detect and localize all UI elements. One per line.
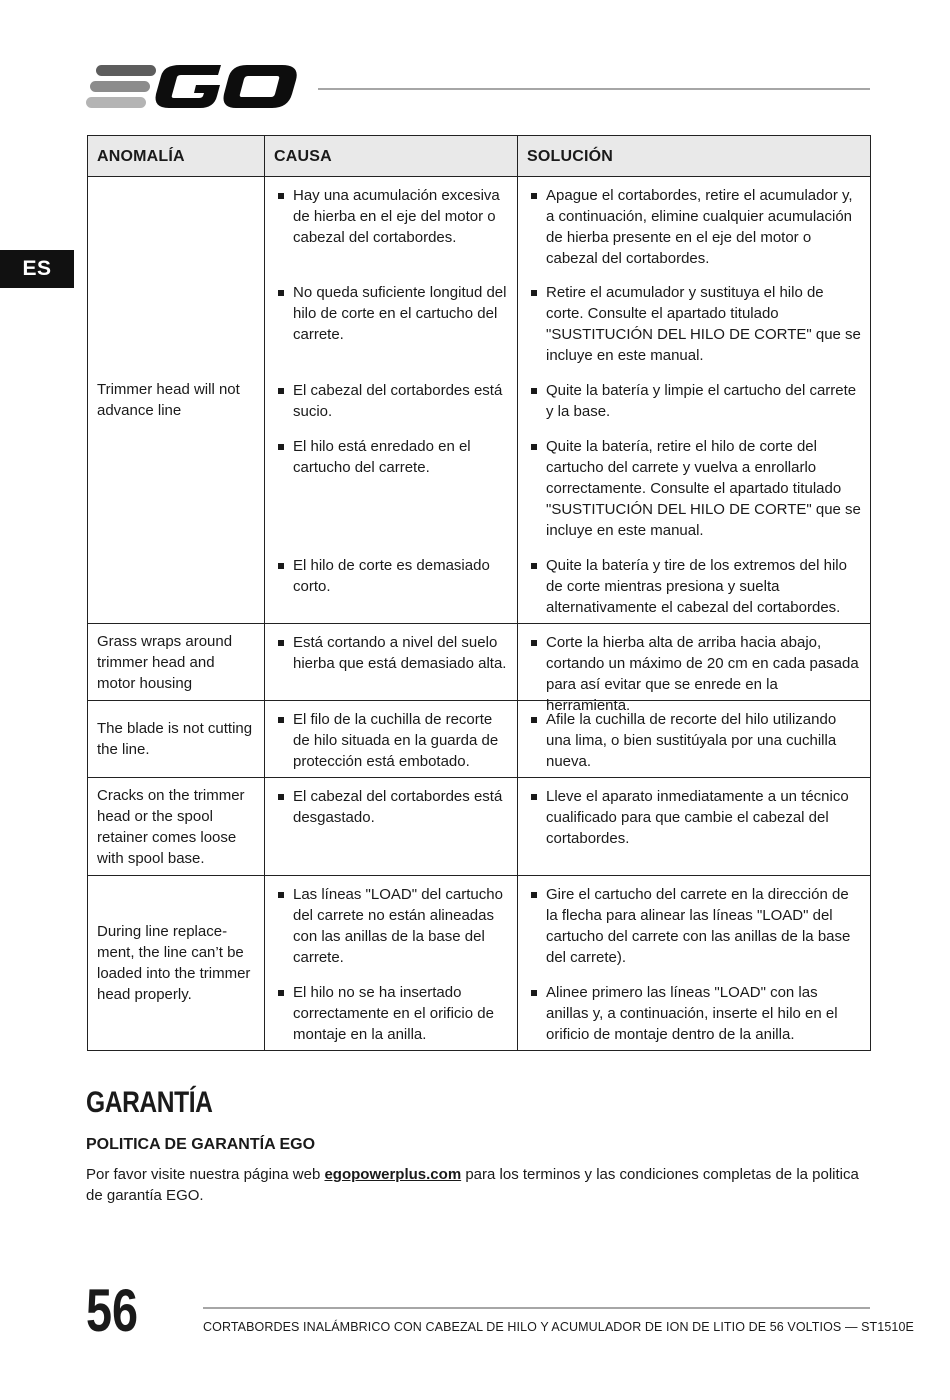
- warranty-heading: GARANTÍA: [86, 1086, 213, 1119]
- warranty-subheading: POLITICA DE GARANTÍA EGO: [86, 1136, 316, 1153]
- warranty-text-before: Por favor visite nuestra página web: [86, 1166, 325, 1183]
- language-tab: ES: [0, 250, 74, 288]
- cause-cell: [265, 624, 518, 701]
- solution-cell: [518, 701, 871, 778]
- solution-item: Alinee primero las líneas "LOAD" con las anillas y, a continuación, inserte el hilo en el orificio de montaje dentro de la anilla.: [518, 982, 870, 1050]
- anomaly-cell: During line replace-ment, the line can’t be loaded into the trimmer head properly.: [88, 876, 265, 1051]
- footer-rule: [203, 1307, 870, 1309]
- warranty-text-after: para los terminos y las condiciones completas de la politica de garantía EGO.: [86, 1166, 859, 1204]
- anomaly-cell: Grass wraps around trimmer head and motor housing: [88, 624, 265, 701]
- solution-item: Apague el cortabordes, retire el acumulador y, a continuación, elimine cualquier acumulación de hierba presente en el eje del motor o cabezal del cortabordes.: [518, 185, 870, 282]
- solution-cell: [518, 624, 871, 714]
- cause-cell: [265, 778, 518, 876]
- anomaly-cell: The blade is not cutting the line.: [88, 701, 265, 778]
- solution-cell: [518, 876, 871, 1051]
- cause-item: El cabezal del cortabordes está sucio.: [265, 380, 517, 436]
- table-row: [88, 624, 871, 701]
- header-anomalia: ANOMALÍA: [88, 136, 265, 177]
- warranty-link[interactable]: egopowerplus.com: [324, 1166, 462, 1183]
- cause-cell: [265, 701, 518, 778]
- table-row: [88, 778, 871, 876]
- cause-item: El hilo de corte es demasiado corto.: [265, 555, 517, 623]
- header-solucion: SOLUCIÓN: [518, 136, 871, 177]
- table-row: [88, 701, 871, 778]
- cause-item: Está cortando a nivel del suelo hierba que está demasiado alta.: [265, 632, 517, 700]
- cause-item: No queda suficiente longitud del hilo de corte en el cartucho del carrete.: [265, 282, 517, 380]
- solution-item: Quite la batería y tire de los extremos del hilo de corte mientras presiona y suelta alternativamente el cabezal del cortabordes.: [518, 555, 870, 623]
- solution-cell: [518, 778, 871, 876]
- solution-item: Lleve el aparato inmediatamente a un técnico cualificado para que cambie el cabezal del cortabordes.: [518, 786, 870, 875]
- header-causa: CAUSA: [265, 136, 518, 177]
- cause-item: Las líneas "LOAD" del cartucho del carrete no están alineadas con las anillas de la base del carrete.: [265, 884, 517, 982]
- cause-item: El hilo no se ha insertado correctamente en el orificio de montaje en la anilla.: [265, 982, 517, 1050]
- solution-item: Quite la batería y limpie el cartucho del carrete y la base.: [518, 380, 870, 436]
- ego-logo: [86, 62, 298, 112]
- table-row: [88, 177, 871, 624]
- cause-cell: [265, 177, 518, 624]
- cause-item: El filo de la cuchilla de recorte de hilo situada en la guarda de protección está embotado.: [265, 709, 517, 777]
- cause-item: El hilo está enredado en el cartucho del carrete.: [265, 436, 517, 555]
- solution-item: Afile la cuchilla de recorte del hilo utilizando una lima, o bien sustitúyala por una cuchilla nueva.: [518, 709, 870, 777]
- table-row: [88, 876, 871, 1051]
- solution-cell: [518, 177, 871, 624]
- page-number: 56: [86, 1277, 139, 1344]
- warranty-paragraph: [86, 1164, 871, 1206]
- table-header-row: [88, 136, 871, 177]
- footer-text: CORTABORDES INALÁMBRICO CON CABEZAL DE HILO Y ACUMULADOR DE ION DE LITIO DE 56 VOLTIOS — ST1510E: [203, 1320, 914, 1334]
- anomaly-cell: Trimmer head will not advance line: [88, 177, 265, 624]
- header-rule: [318, 88, 870, 90]
- solution-item: Retire el acumulador y sustituya el hilo de corte. Consulte el apartado titulado "SUSTITUCIÓN DEL HILO DE CORTE" que se incluye en este manual.: [518, 282, 870, 380]
- solution-item: Quite la batería, retire el hilo de corte del cartucho del carrete y vuelva a enrollarlo correctamente. Consulte el apartado titulado "SUSTITUCIÓN DEL HILO DE CORTE" que se incluye en este manual.: [518, 436, 870, 555]
- cause-cell: [265, 876, 518, 1051]
- cause-item: El cabezal del cortabordes está desgastado.: [265, 786, 517, 875]
- solution-item: Gire el cartucho del carrete en la dirección de la flecha para alinear las líneas "LOAD" del cartucho del carrete con las anillas de la base del carrete).: [518, 884, 870, 982]
- cause-item: Hay una acumulación excesiva de hierba en el eje del motor o cabezal del cortabordes.: [265, 185, 517, 282]
- troubleshooting-table: [87, 135, 871, 1051]
- anomaly-cell: Cracks on the trimmer head or the spool retainer comes loose with spool base.: [88, 778, 265, 876]
- solution-item: Corte la hierba alta de arriba hacia abajo, cortando un máximo de 20 cm en cada pasada para así evitar que se enrede en la herramienta.: [518, 632, 870, 700]
